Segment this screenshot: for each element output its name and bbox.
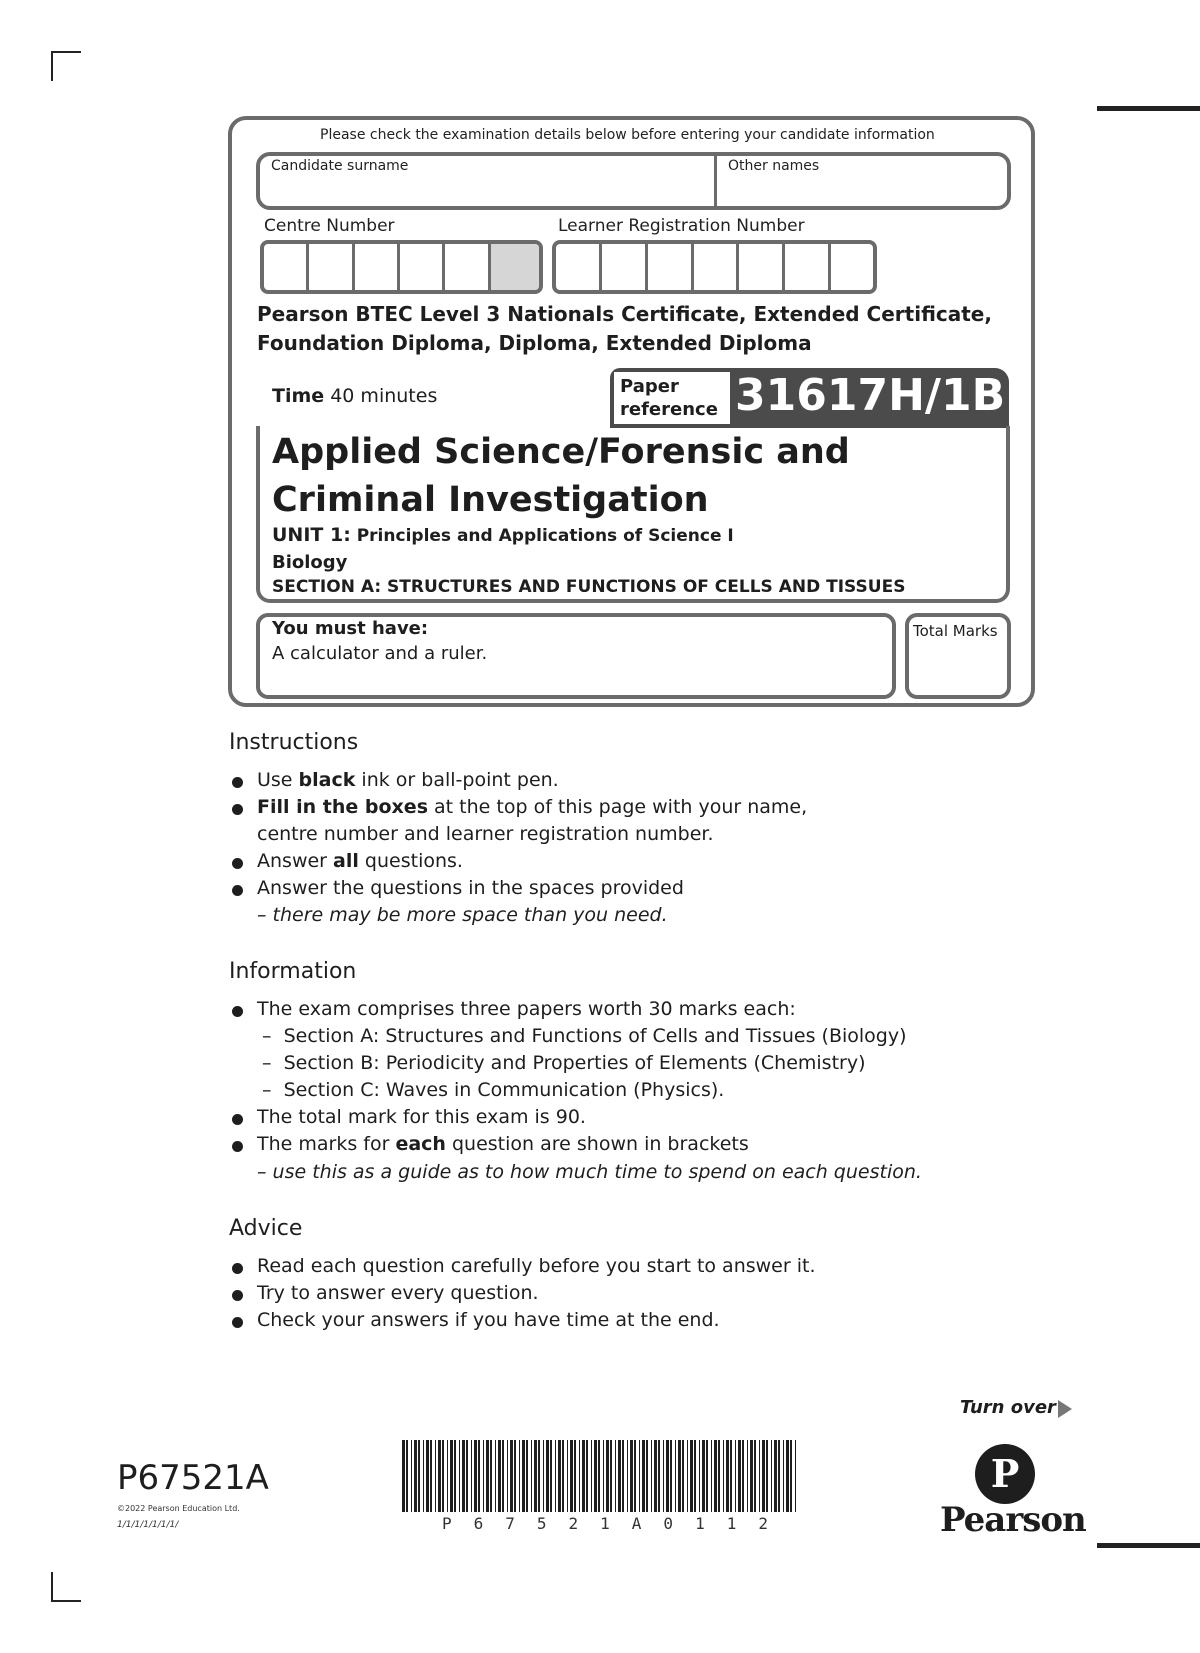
learner-registration-cell[interactable] — [556, 244, 602, 290]
instruction-text: Answer — [257, 850, 334, 872]
paper-reference-label — [614, 372, 730, 424]
centre-number-cell[interactable] — [445, 244, 490, 290]
unit-line — [272, 524, 734, 546]
candidate-surname-label: Candidate surname — [271, 158, 409, 174]
candidate-surname-field[interactable] — [262, 178, 708, 206]
play-arrow-icon — [1058, 1400, 1072, 1418]
paper-reference-label-line-2: reference — [620, 399, 718, 420]
check-notice: Please check the examination details below before entering your candidate information — [320, 127, 935, 143]
pearson-logo-letter: P — [990, 1451, 1020, 1496]
edge-bar-top-right — [1097, 106, 1200, 111]
bullet-icon — [232, 1290, 243, 1301]
bullet-icon — [232, 1141, 243, 1152]
instruction-bold: all — [333, 850, 359, 872]
instruction-note: – there may be more space than you need. — [257, 904, 668, 926]
advice-heading: Advice — [229, 1216, 303, 1241]
information-bold: each — [395, 1133, 446, 1155]
advice-item: Try to answer every question. — [257, 1282, 539, 1304]
crop-mark-bottom-left-h — [51, 1600, 81, 1602]
name-box-divider — [714, 154, 717, 208]
turn-over-text: Turn over — [960, 1397, 1056, 1418]
learner-registration-cell[interactable] — [785, 244, 831, 290]
section-title: SECTION A: STRUCTURES AND FUNCTIONS OF CELLS AND TISSUES — [272, 577, 906, 597]
copyright-text: ©2022 Pearson Education Ltd. — [117, 1504, 240, 1513]
barcode-icon — [400, 1440, 800, 1514]
centre-number-cell[interactable] — [400, 244, 445, 290]
bullet-icon — [232, 885, 243, 896]
qualification-line-1: Pearson BTEC Level 3 Nationals Certificate, Extended Certificate, — [257, 302, 992, 326]
information-subitem-text: Section C: Waves in Communication (Physics). — [283, 1079, 725, 1101]
instruction-bold: black — [298, 769, 356, 791]
subject-area: Biology — [272, 552, 348, 573]
bullet-icon — [232, 777, 243, 788]
print-code: 1/1/1/1/1/1/1/ — [117, 1520, 179, 1530]
time-label: Time — [272, 385, 325, 407]
crop-mark-top-left-v — [51, 51, 53, 81]
other-names-label: Other names — [728, 158, 820, 174]
instructions-heading: Instructions — [229, 730, 359, 755]
paper-code: P67521A — [117, 1458, 269, 1498]
centre-number-cell-shaded — [491, 244, 539, 290]
information-note: – use this as a guide as to how much time to spend on each question. — [257, 1161, 922, 1183]
must-have-text: A calculator and a ruler. — [272, 643, 488, 664]
learner-registration-cell[interactable] — [694, 244, 740, 290]
learner-registration-cell[interactable] — [648, 244, 694, 290]
learner-registration-label: Learner Registration Number — [558, 216, 805, 236]
subject-title — [272, 428, 972, 524]
information-subitem: – Section A: Structures and Functions of Cells and Tissues (Biology) — [262, 1025, 907, 1047]
advice-item: Check your answers if you have time at the end. — [257, 1309, 720, 1331]
information-text: The marks for — [257, 1133, 396, 1155]
learner-registration-cell[interactable] — [602, 244, 648, 290]
information-subitem-text: Section B: Periodicity and Properties of Elements (Chemistry) — [283, 1052, 866, 1074]
information-subitem: – Section C: Waves in Communication (Physics). — [262, 1079, 725, 1101]
instruction-item: Answer the questions in the spaces provided — [257, 877, 684, 899]
subject-title-line-1: Applied Science/Forensic and — [272, 432, 850, 472]
total-marks-label: Total Marks — [913, 622, 998, 640]
instruction-text: at the top of this page with your name, — [428, 796, 808, 818]
information-item: The exam comprises three papers worth 30 marks each: — [257, 998, 796, 1020]
centre-number-cell[interactable] — [309, 244, 354, 290]
time-value: 40 minutes — [330, 385, 438, 407]
instruction-item — [257, 769, 559, 791]
unit-number: UNIT 1: — [272, 524, 351, 546]
pearson-logo-icon — [974, 1443, 1036, 1505]
paper-reference-label-line-1: Paper — [620, 376, 679, 397]
information-subitem-text: Section A: Structures and Functions of Cells and Tissues (Biology) — [283, 1025, 907, 1047]
learner-registration-grid — [552, 240, 877, 294]
learner-registration-cell[interactable] — [739, 244, 785, 290]
centre-number-cell[interactable] — [355, 244, 400, 290]
must-have-title: You must have: — [272, 618, 429, 639]
instruction-item — [257, 796, 807, 818]
instruction-bold: Fill in the boxes — [257, 796, 428, 818]
qualification-title — [257, 300, 1017, 358]
bullet-icon — [232, 1114, 243, 1125]
instruction-continuation: centre number and learner registration number. — [257, 823, 714, 845]
paper-reference-code: 31617H/1B — [735, 370, 1006, 421]
instruction-text: ink or ball-point pen. — [355, 769, 559, 791]
information-heading: Information — [229, 959, 357, 984]
instruction-item — [257, 850, 463, 872]
advice-item: Read each question carefully before you start to answer it. — [257, 1255, 816, 1277]
bullet-icon — [232, 1317, 243, 1328]
crop-mark-top-left-h — [51, 51, 81, 53]
centre-number-grid — [260, 240, 543, 294]
pearson-wordmark: Pearson — [940, 1500, 1086, 1540]
bullet-icon — [232, 858, 243, 869]
instruction-text: questions. — [358, 850, 463, 872]
qualification-line-2: Foundation Diploma, Diploma, Extended Diploma — [257, 331, 812, 355]
crop-mark-bottom-left-v — [51, 1572, 53, 1602]
information-subitem: – Section B: Periodicity and Properties of Elements (Chemistry) — [262, 1052, 866, 1074]
edge-bar-bottom-right — [1097, 1543, 1200, 1548]
time-allowed — [272, 385, 437, 407]
bullet-icon — [232, 1006, 243, 1017]
centre-number-label: Centre Number — [264, 216, 395, 236]
information-item — [257, 1133, 749, 1155]
other-names-field[interactable] — [720, 178, 1005, 206]
instruction-text: Use — [257, 769, 299, 791]
subject-title-line-2: Criminal Investigation — [272, 480, 709, 520]
unit-title: Principles and Applications of Science I — [356, 526, 734, 546]
barcode-number: P67521A0112 — [442, 1514, 790, 1533]
bullet-icon — [232, 1263, 243, 1274]
centre-number-cell[interactable] — [264, 244, 309, 290]
learner-registration-cell[interactable] — [831, 244, 873, 290]
bullet-icon — [232, 804, 243, 815]
information-text: question are shown in brackets — [445, 1133, 749, 1155]
information-item: The total mark for this exam is 90. — [257, 1106, 586, 1128]
